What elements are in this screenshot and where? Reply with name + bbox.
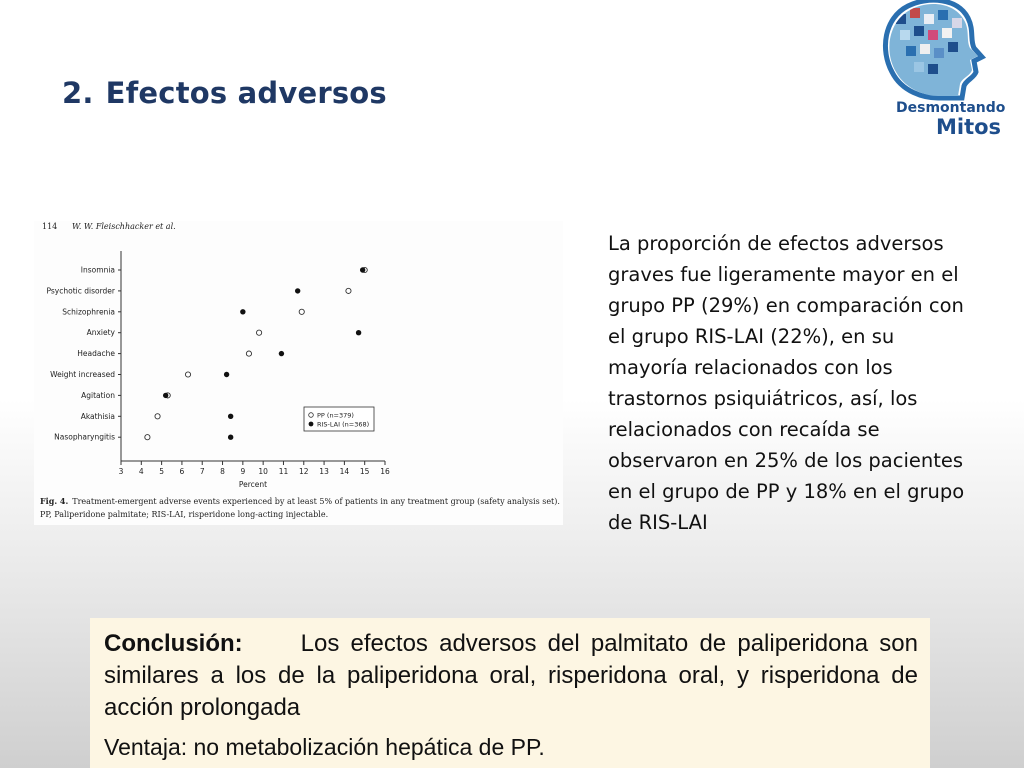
category-label: Akathisia: [80, 411, 115, 421]
figure-authors: W. W. Fleischhacker et al.: [72, 222, 176, 231]
pp-point: [299, 309, 304, 314]
x-tick-label: 3: [118, 467, 124, 476]
legend-pp-marker: [309, 413, 314, 418]
x-tick-label: 16: [380, 467, 390, 476]
ris-lai-point: [360, 267, 365, 272]
ris-lai-point: [295, 288, 300, 293]
conclusion-advantage: Ventaja: no metabolización hepática de PP.: [104, 734, 545, 760]
ris-lai-point: [224, 372, 229, 377]
ris-lai-point: [279, 351, 284, 356]
legend-label: PP (n=379): [317, 411, 354, 420]
x-tick-label: 6: [179, 467, 185, 476]
conclusion-box: [90, 618, 930, 768]
conclusion-paragraph: [104, 628, 918, 724]
x-tick-label: 10: [258, 467, 268, 476]
pp-point: [155, 414, 160, 419]
logo-line2: Mitos: [936, 115, 1002, 138]
x-tick-label: 15: [359, 467, 370, 476]
conclusion-label: Conclusión:: [104, 630, 243, 657]
x-tick-label: 9: [240, 467, 246, 476]
legend-ris-lai-marker: [309, 422, 314, 427]
title-number: 2.: [62, 76, 94, 110]
category-label: Anxiety: [86, 328, 115, 338]
adverse-events-chart: [34, 221, 563, 525]
category-label: Nasopharyngitis: [54, 432, 115, 442]
category-label: Psychotic disorder: [46, 286, 115, 296]
pp-point: [256, 330, 261, 335]
conclusion-text: Los efectos adversos del palmitato de paliperidona son similares a los de la paliperidona oral, risperidona oral, y risperidona de acción prolongada: [104, 630, 918, 721]
x-tick-label: 7: [199, 467, 205, 476]
category-label: Agitation: [81, 390, 115, 400]
logo-desmontando-mitos: [866, 0, 1010, 138]
x-tick-label: 5: [159, 467, 165, 476]
x-tick-label: 14: [339, 467, 350, 476]
ris-lai-point: [228, 435, 233, 440]
pp-point: [145, 435, 150, 440]
pp-point: [346, 288, 351, 293]
legend-label: RIS-LAI (n=368): [317, 420, 370, 429]
figure-page-number: 114: [42, 222, 58, 231]
brain-head-logo-icon: [866, 0, 1010, 138]
category-label: Insomnia: [80, 265, 115, 275]
caption-text: Treatment-emergent adverse events experienced by at least 5% of patients in any treatment group (safety analysis set).: [72, 497, 560, 506]
caption-label: Fig. 4.: [40, 496, 69, 506]
adverse-events-figure: [34, 221, 563, 525]
x-tick-label: 12: [298, 467, 309, 476]
category-label: Headache: [77, 349, 115, 359]
pp-point: [185, 372, 190, 377]
x-tick-label: 4: [138, 467, 144, 476]
figure-caption-line2: PP, Paliperidone palmitate; RIS-LAI, risperidone long-acting injectable.: [40, 510, 329, 519]
pp-point: [246, 351, 251, 356]
ris-lai-point: [240, 309, 245, 314]
ris-lai-point: [163, 393, 168, 398]
title-text: Efectos adversos: [105, 76, 387, 110]
figure-caption: [40, 496, 560, 506]
x-axis-label: Percent: [238, 480, 268, 489]
ris-lai-point: [356, 330, 361, 335]
x-tick-label: 13: [319, 467, 329, 476]
adverse-events-summary: La proporción de efectos adversos graves fue ligeramente mayor en el grupo PP (29%) en comparación con el grupo RIS-LAI (22%), en su mayoría relacionados con los trastornos psiquiátricos, así, los relacionados con recaída se observaron en 25% de los pacientes en el grupo de PP y 18% en el grupo de RIS-LAI: [608, 232, 965, 534]
category-label: Weight increased: [50, 370, 115, 379]
ris-lai-point: [228, 414, 233, 419]
logo-line1: Desmontando: [896, 100, 1006, 116]
x-tick-label: 11: [278, 467, 289, 476]
slide-title: [62, 76, 387, 110]
category-label: Schizophrenia: [62, 307, 115, 317]
x-tick-label: 8: [220, 467, 225, 476]
